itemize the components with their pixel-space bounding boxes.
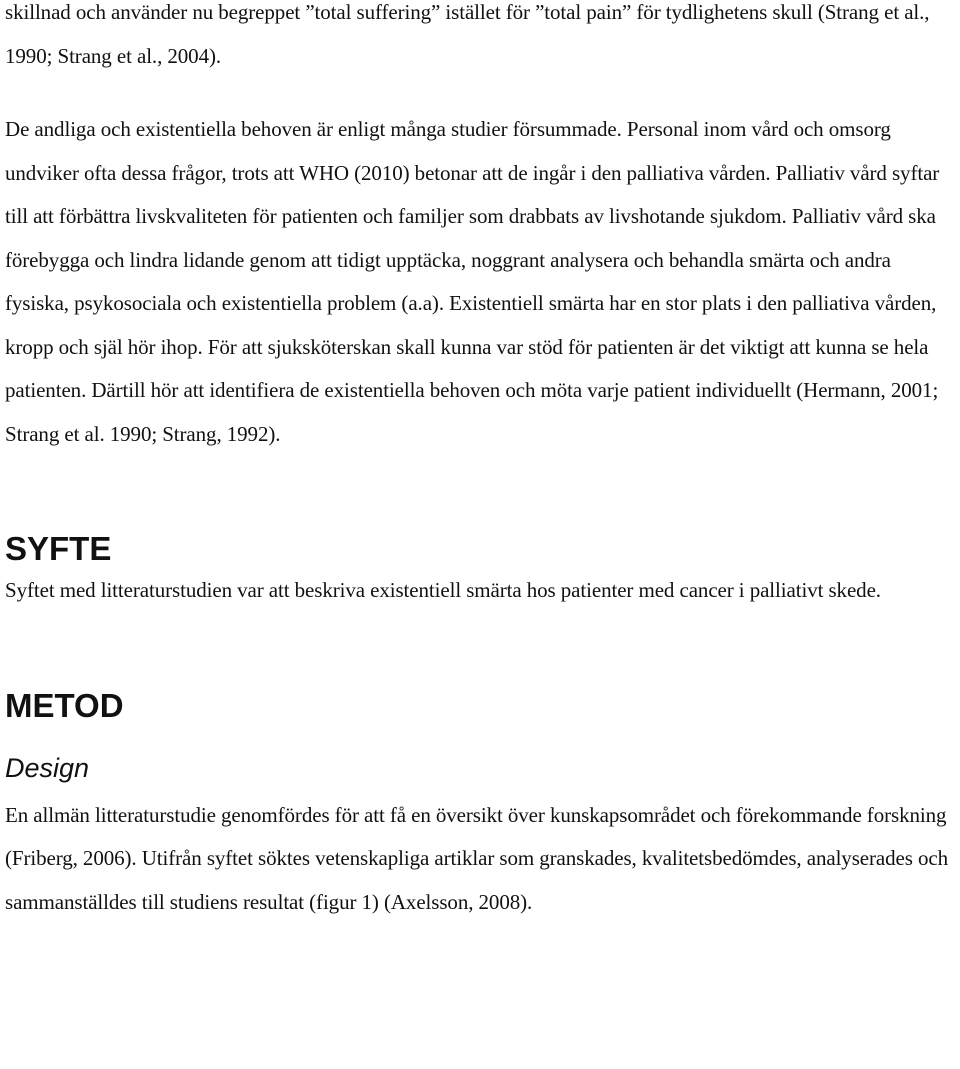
paragraph-design: En allmän litteraturstudie genomfördes för att få en översikt över kunskapsområdet och förekommande forskning (Friberg, 2006). Utifrån syftet söktes vetenskapliga artiklar som granskades, kvalitetsbedömdes, analyserades och sammanställdes till studiens resultat (figur 1) (Axelsson, 2008). xyxy=(5,802,948,914)
document-page xyxy=(5,0,955,924)
paragraph-syfte: Syftet med litteraturstudien var att beskriva existentiell smärta hos patienter med cancer i palliativt skede. xyxy=(5,578,881,602)
heading-metod: METOD xyxy=(5,686,124,724)
heading-syfte: SYFTE xyxy=(5,530,112,567)
paragraph-existential-needs: De andliga och existentiella behoven är enligt många studier försummade. Personal inom vård och omsorg undviker ofta dessa frågor, trots att WHO (2010) betonar att de ingår i den palliativa vården. Palliativ vård syftar till att förbättra livskvaliteten för patienten och familjer som drabbats av livshotande sjukdom. Palliativ vård ska förebygga och lindra lidande genom att tidigt upptäcka, noggrant analysera och behandla smärta och andra fysiska, psykosociala och existentiella problem (a.a). Existentiell smärta har en stor plats i den palliativa vården, kropp och själ hör ihop. För att sjuksköterskan skall kunna var stöd för patienten är det viktigt att kunna se hela patienten. Därtill hör att identifiera de existentiella behoven och möta varje patient individuellt (Hermann, 2001; Strang et al. 1990; Strang, 1992). xyxy=(5,117,940,446)
subheading-design: Design xyxy=(5,752,90,783)
paragraph-intro-end: skillnad och använder nu begreppet ”total suffering” istället för ”total pain” för tydlighetens skull (Strang et al., 1990; Strang et al., 2004). xyxy=(5,0,930,68)
